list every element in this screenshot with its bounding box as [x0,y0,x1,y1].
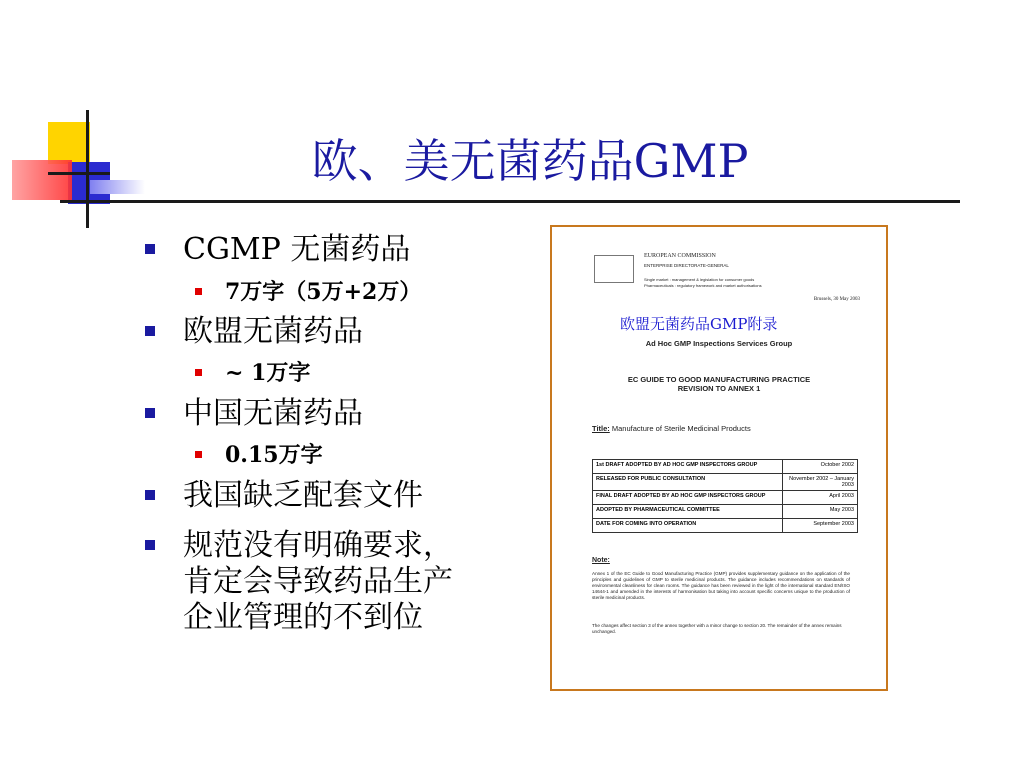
doc-adoption-table [592,459,858,533]
sub-bullet-marker [195,369,202,376]
corner-decoration [0,100,150,230]
doc-date: Brussels, 30 May 2003 [813,297,860,302]
doc-title-line: Title: Manufacture of Sterile Medicinal Products [592,424,751,433]
doc-unit-1: Single market : management & legislation for consumer goods [644,277,755,282]
bullet-marker [145,540,155,550]
bullet-marker [145,490,155,500]
doc-note-text: Annex 1 of the EC Guide to Good Manufacturing Practice (GMP) provides supplementary guidance on the application of the principles and guidelines of GMP to sterile medicinal products. The guidance includes recommendations on standards of environmental cleanliness for clean rooms. The guidance has been reviewed in the light of the international standard EN/ISO 14644-1 and amended in the interests of harmonisation but taking into account specific concerns unique to the production of sterile medicinal products. [592,571,850,600]
table-row: DATE FOR COMING INTO OPERATION September 2003 [593,519,858,533]
sub-bullet-marker [195,451,202,458]
sub-bullet-marker [195,288,202,295]
bullet-marker [145,408,155,418]
bullet-marker [145,326,155,336]
table-row: ADOPTED BY PHARMACEUTICAL COMMITTEE May 2003 [593,505,858,519]
table-row: 1st DRAFT ADOPTED BY AD HOC GMP INSPECTORS GROUP October 2002 [593,460,858,474]
table-row: RELEASED FOR PUBLIC CONSULTATION November 2002 – January 2003 [593,474,858,491]
doc-directorate: ENTERPRISE DIRECTORATE-GENERAL [644,263,729,268]
doc-group: Ad Hoc GMP Inspections Services Group [645,339,793,348]
doc-heading-1: EC GUIDE TO GOOD MANUFACTURING PRACTICE [627,375,811,384]
title-underline [60,200,960,203]
doc-unit-2: Pharmaceuticals : regulatory framework and market authorisations [644,283,762,288]
doc-note-label: Note: [592,557,610,564]
slide-title: 欧、美无菌药品GMP [311,134,749,188]
doc-org: EUROPEAN COMMISSION [644,253,716,259]
table-row: FINAL DRAFT ADOPTED BY AD HOC GMP INSPECTORS GROUP April 2003 [593,491,858,505]
doc-note-text-2: The changes affect section 3 of the annex together with a minor change to section 20. The remainder of the annex remains unchanged. [592,623,842,634]
doc-heading-2: REVISION TO ANNEX 1 [677,384,761,393]
doc-overlay-label: 欧盟无菌药品GMP附录 [620,315,778,333]
document-image [550,225,888,691]
eu-flag-logo [594,255,634,283]
bullet-marker [145,244,155,254]
